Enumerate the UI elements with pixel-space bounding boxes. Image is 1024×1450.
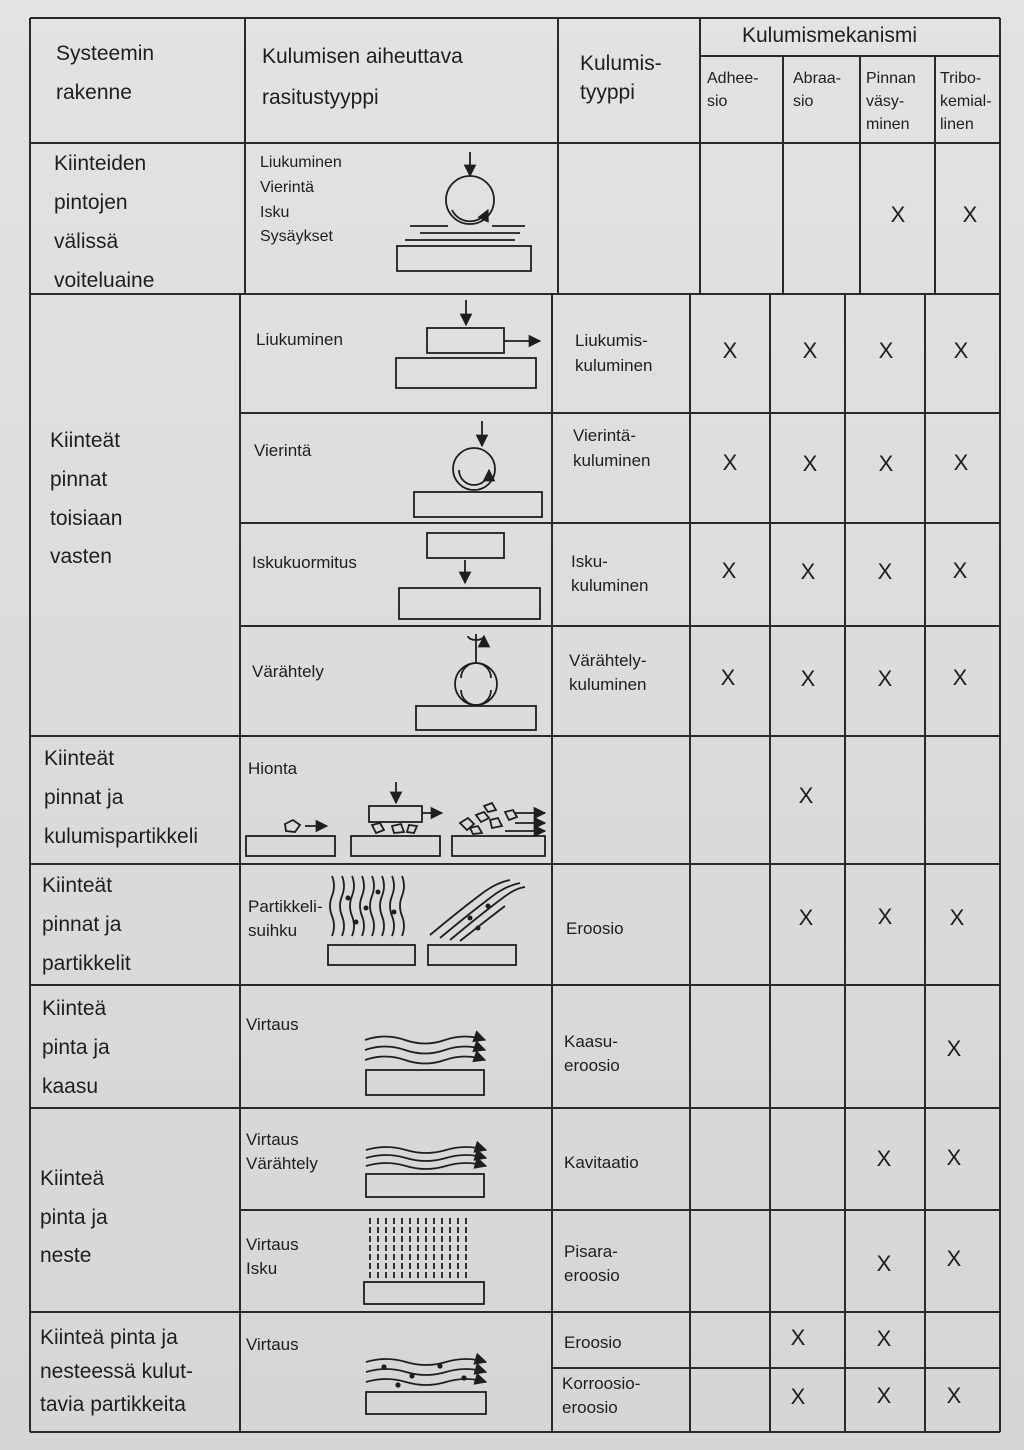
wear-r2-l0: Vierintä- (573, 426, 636, 445)
lubricated-roller-icon (397, 152, 531, 271)
vibrating-ball-icon (416, 634, 536, 730)
wear-r1-l1: kuluminen (575, 356, 653, 375)
system-g2-l0: Kiinteät (44, 747, 115, 770)
mark-r2-c2: X (878, 451, 894, 476)
system-g0-l1: pintojen (54, 191, 128, 214)
droplet-impact-icon (364, 1218, 484, 1304)
mark-r9-c3: X (946, 1246, 962, 1271)
load-r9-l1: Isku (246, 1259, 278, 1278)
header-abrasion-line1: Abraa- (793, 70, 842, 87)
cavitation-flow-icon (366, 1147, 486, 1197)
load-r6-l1: suihku (248, 921, 298, 940)
header-system-line1: Systeemin (56, 42, 155, 65)
wear-r4-l0: Värähtely- (569, 651, 647, 670)
wear-r9-l0: Pisara- (564, 1242, 618, 1261)
mark-r3-c1: X (800, 559, 816, 584)
wear-r10: Eroosio (564, 1333, 622, 1352)
mark-r7-c3: X (946, 1036, 962, 1061)
system-g2-l2: kulumispartikkeli (44, 825, 199, 848)
table-grid (30, 18, 1000, 1432)
header-adhesion-line1: Adhee- (707, 70, 759, 87)
mark-r2-c3: X (953, 450, 969, 475)
wear-r4-l1: kuluminen (569, 675, 647, 694)
mark-r4-c0: X (720, 665, 736, 690)
system-g1-l1: pinnat (50, 468, 108, 491)
header-wear-line1: Kulumis- (580, 52, 662, 75)
wear-r2-l1: kuluminen (573, 451, 651, 470)
system-g0-l3: voiteluaine (54, 269, 155, 292)
load-r0-l3: Sysäykset (260, 228, 333, 245)
load-r7: Virtaus (246, 1015, 299, 1034)
table-header (56, 24, 992, 133)
mark-r8-c3: X (946, 1145, 962, 1170)
system-g0-l0: Kiinteiden (54, 152, 147, 175)
impact-block-icon (399, 533, 540, 619)
mark-r3-c2: X (877, 559, 893, 584)
header-fatigue-line2: väsy- (866, 93, 905, 110)
load-r8-l1: Värähtely (246, 1154, 318, 1173)
wear-r6: Eroosio (566, 919, 624, 938)
load-r10: Virtaus (246, 1335, 299, 1354)
system-g3-l1: pinnat ja (42, 913, 122, 936)
system-g3-l0: Kiinteät (42, 874, 113, 897)
header-mechanism: Kulumismekanismi (742, 24, 918, 47)
system-g5-l1: pinta ja (40, 1206, 108, 1229)
mark-r2-c0: X (722, 450, 738, 475)
wear-r7-l1: eroosio (564, 1056, 620, 1075)
header-load-line2: rasitustyyppi (262, 86, 379, 109)
mark-r1-c1: X (802, 338, 818, 363)
load-r0-l2: Isku (260, 204, 290, 221)
system-g1-l3: vasten (50, 545, 112, 568)
load-type-column (246, 154, 357, 1354)
wear-r3-l0: Isku- (571, 552, 608, 571)
header-abrasion-line2: sio (793, 93, 814, 110)
mark-r11-c3: X (946, 1383, 962, 1408)
mark-r0-c3: X (962, 202, 978, 227)
header-fatigue-line3: minen (866, 116, 910, 133)
mark-r2-c1: X (802, 451, 818, 476)
mark-r11-c1: X (790, 1384, 806, 1409)
load-r0-l1: Vierintä (260, 179, 314, 196)
mark-r3-c3: X (952, 558, 968, 583)
mark-r4-c2: X (877, 666, 893, 691)
mark-r8-c2: X (876, 1146, 892, 1171)
system-g0-l2: välissä (54, 230, 119, 253)
header-tribochem-line3: linen (940, 116, 974, 133)
wear-r11-l1: eroosio (562, 1398, 618, 1417)
header-adhesion-line2: sio (707, 93, 728, 110)
system-g1-l0: Kiinteät (50, 429, 121, 452)
wear-r7-l0: Kaasu- (564, 1032, 618, 1051)
system-g1-l2: toisiaan (50, 507, 123, 530)
grinding-particles-icon (246, 782, 545, 856)
wear-r11-l0: Korroosio- (562, 1374, 641, 1393)
wear-r8: Kavitaatio (564, 1153, 639, 1172)
load-r5: Hionta (248, 759, 298, 778)
mark-r6-c1: X (798, 905, 814, 930)
load-r8-l0: Virtaus (246, 1130, 299, 1149)
mark-r1-c0: X (722, 338, 738, 363)
mark-r1-c3: X (953, 338, 969, 363)
mark-r4-c1: X (800, 666, 816, 691)
wear-r3-l1: kuluminen (571, 576, 649, 595)
load-r1: Liukuminen (256, 330, 343, 349)
system-g6-l2: tavia partikkeita (40, 1393, 186, 1416)
slurry-flow-icon (366, 1359, 486, 1414)
particle-jet-icon (328, 876, 525, 965)
system-g2-l1: pinnat ja (44, 786, 124, 809)
rolling-ball-icon (414, 421, 542, 517)
system-g5-l2: neste (40, 1244, 92, 1267)
load-r4: Värähtely (252, 662, 324, 681)
system-g4-l1: pinta ja (42, 1036, 110, 1059)
header-tribochem-line2: kemial- (940, 93, 992, 110)
sliding-block-icon (396, 300, 540, 388)
header-tribochem-line1: Tribo- (940, 70, 982, 87)
load-r0-l0: Liukuminen (260, 154, 342, 171)
system-g4-l2: kaasu (42, 1075, 99, 1098)
header-system-line2: rakenne (56, 81, 132, 104)
system-g3-l2: partikkelit (42, 952, 131, 975)
header-fatigue-line1: Pinnan (866, 70, 916, 87)
header-load-line1: Kulumisen aiheuttava (262, 45, 463, 68)
header-wear-line2: tyyppi (580, 81, 635, 104)
mark-r10-c2: X (876, 1326, 892, 1351)
system-column (40, 152, 198, 1416)
mark-r9-c2: X (876, 1251, 892, 1276)
load-r6-l0: Partikkeli- (248, 897, 323, 916)
wear-r9-l1: eroosio (564, 1266, 620, 1285)
system-g6-l0: Kiinteä pinta ja (40, 1326, 178, 1349)
mark-r11-c2: X (876, 1383, 892, 1408)
system-g5-l0: Kiinteä (40, 1167, 105, 1190)
mark-r1-c2: X (878, 338, 894, 363)
mark-r4-c3: X (952, 665, 968, 690)
mark-r10-c1: X (790, 1325, 806, 1350)
system-g4-l0: Kiinteä (42, 997, 107, 1020)
mark-r0-c2: X (890, 202, 906, 227)
mark-r6-c2: X (877, 904, 893, 929)
system-g6-l1: nesteessä kulut- (40, 1360, 193, 1383)
load-r2: Vierintä (254, 441, 312, 460)
wear-type-column (562, 331, 653, 1417)
load-r9-l0: Virtaus (246, 1235, 299, 1254)
mark-r5-c1: X (798, 783, 814, 808)
mark-r3-c0: X (721, 558, 737, 583)
load-r3: Iskukuormitus (252, 553, 357, 572)
mark-r6-c3: X (949, 905, 965, 930)
mechanism-marks (721, 202, 978, 1409)
wear-r1-l0: Liukumis- (575, 331, 648, 350)
gas-flow-icon (365, 1037, 485, 1096)
